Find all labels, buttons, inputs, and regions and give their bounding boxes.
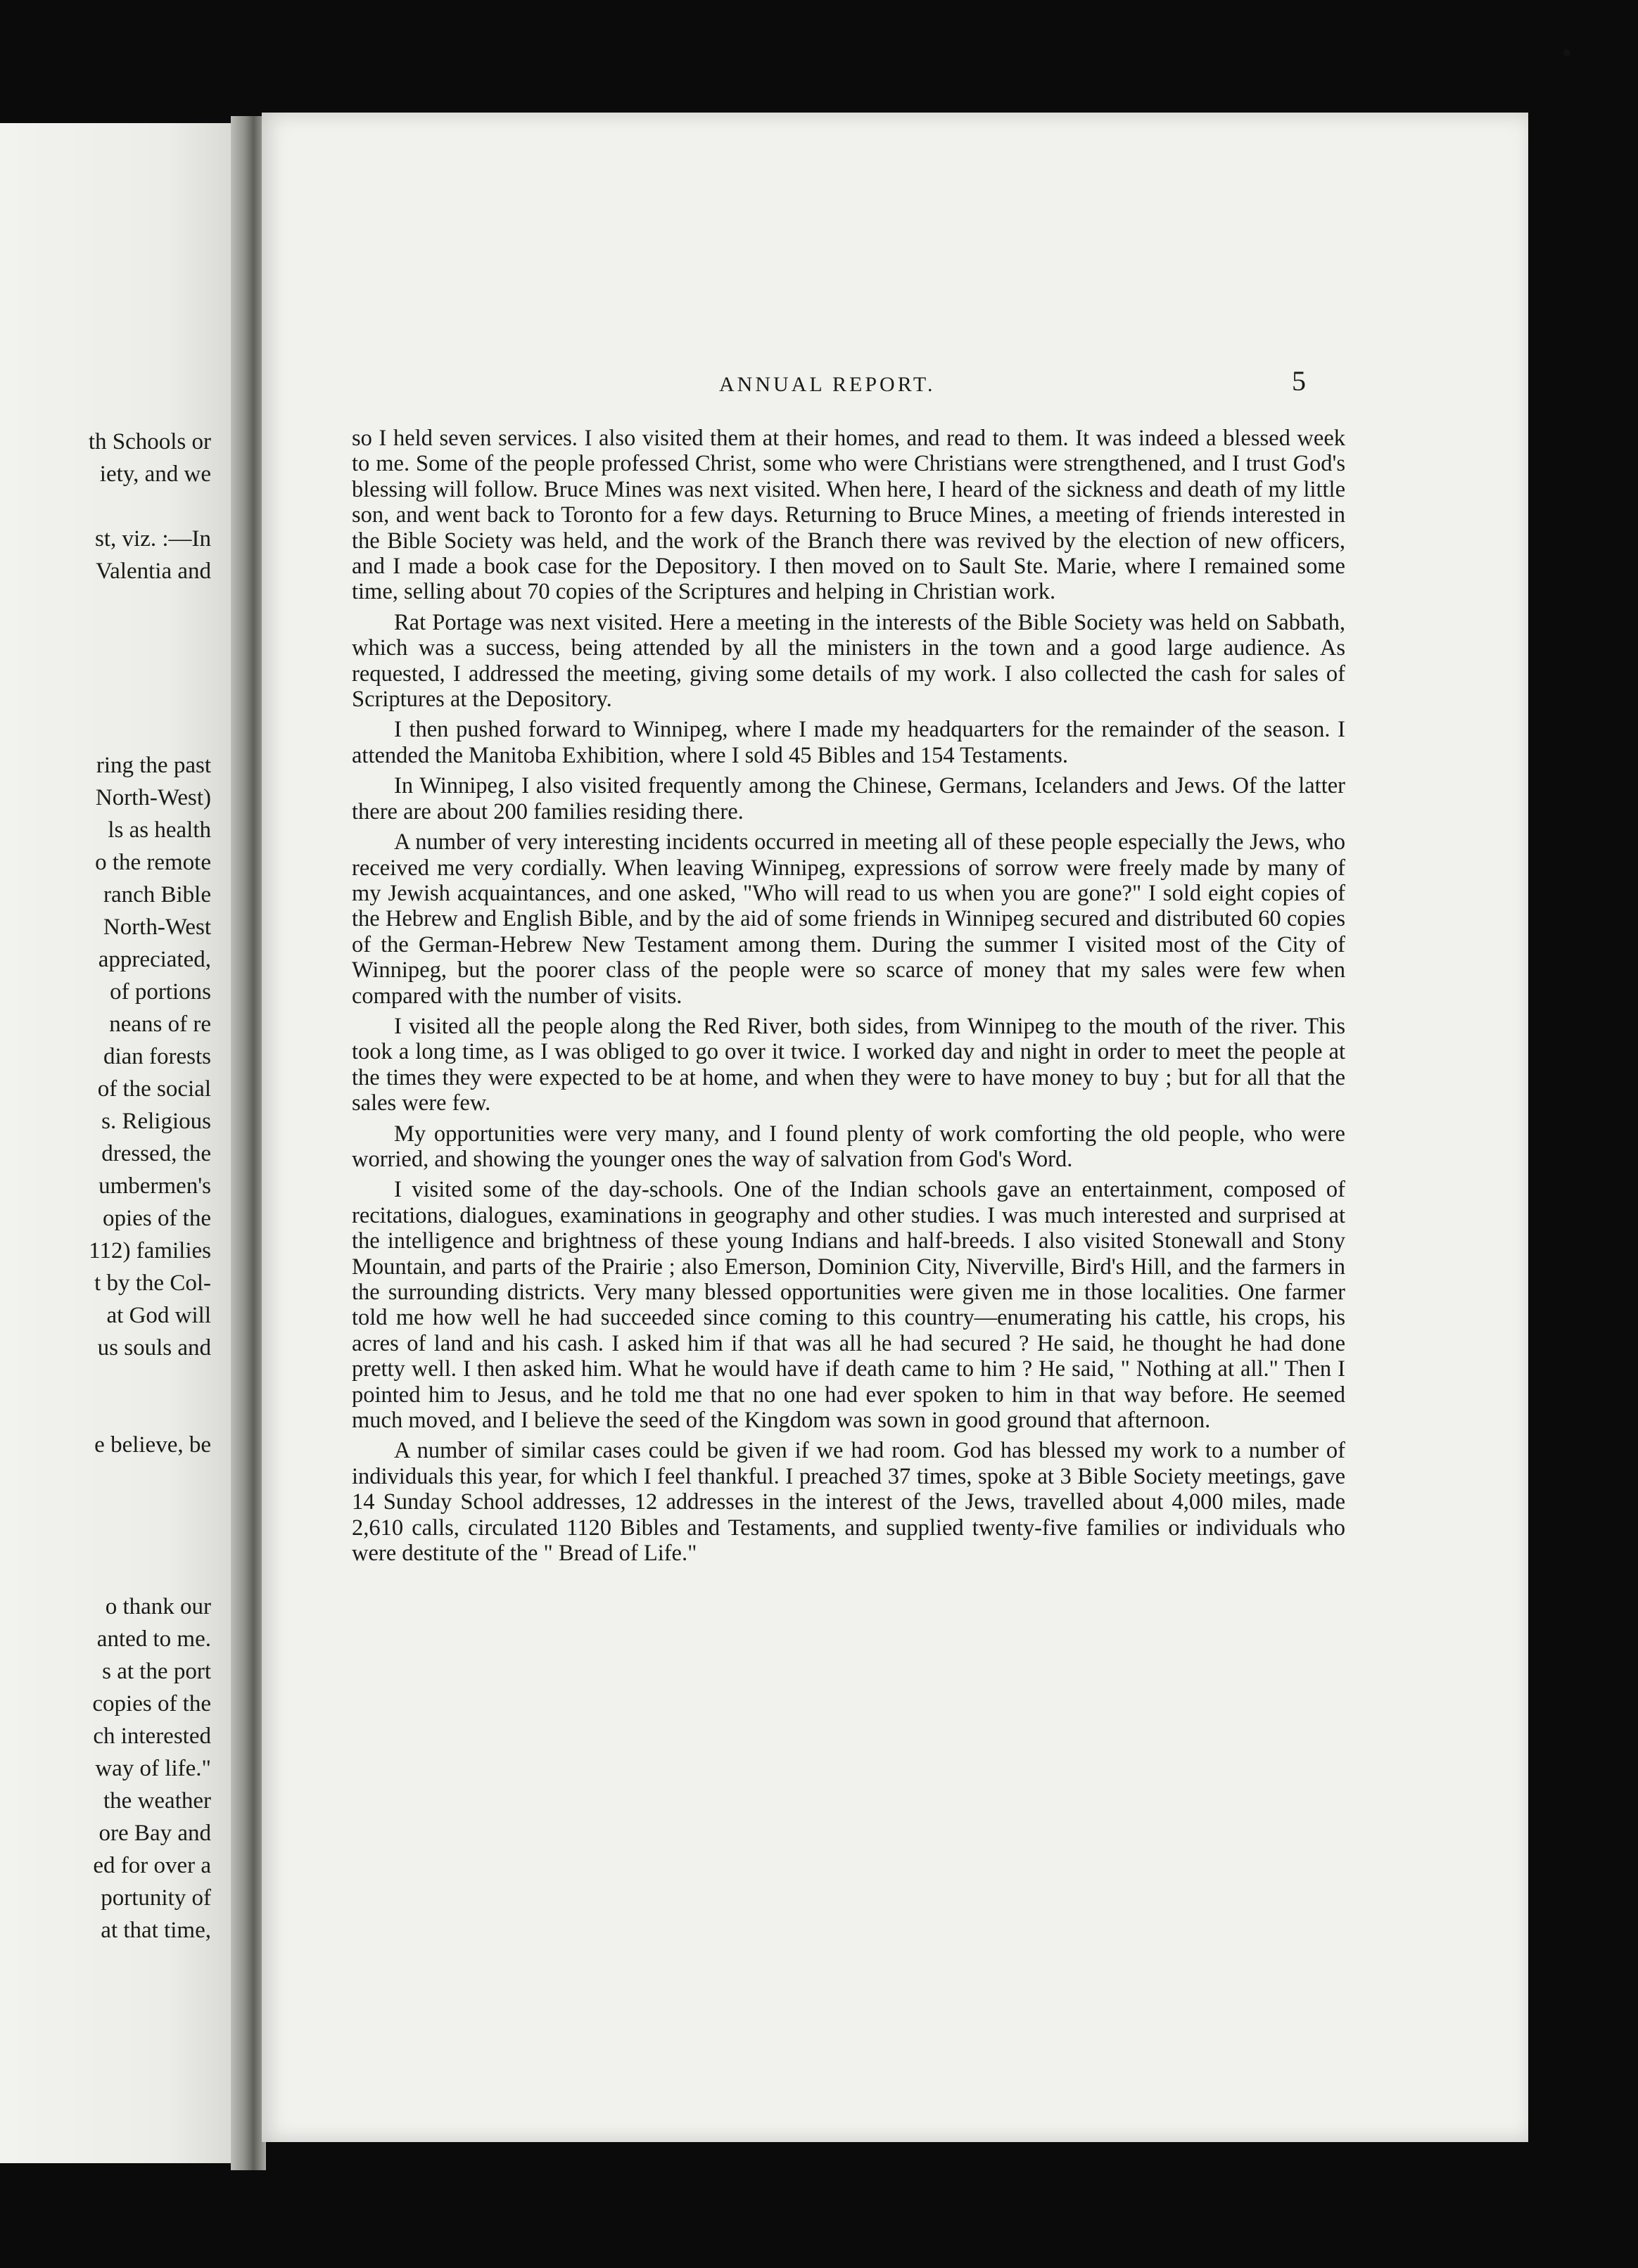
left-page-line: o thank our: [105, 1594, 211, 1619]
left-page-line: the weather: [103, 1788, 211, 1814]
paragraph: A number of similar cases could be given if we had room. God has blessed my work to a number of individuals this year, for which I feel thankful. I preached 37 times, spoke at 3 Bible Society meetings, gave 14 Sunday School addresses, 12 addresses in the interest of the Jews, travelled about 4,000 miles, made 2,610 calls, circulated 1120 Bibles and Testaments, and supplied twenty-five families or individuals who were destitute of the " Bread of Life.": [352, 1438, 1345, 1567]
left-page-line: 112) families: [89, 1238, 211, 1263]
left-page-line: dressed, the: [101, 1141, 211, 1166]
left-page-line: ore Bay and: [99, 1821, 211, 1846]
left-page-line: e believe, be: [94, 1432, 211, 1458]
left-page-line: umbermen's: [99, 1173, 211, 1199]
left-page-line: way of life.": [95, 1756, 211, 1781]
book-gutter: [231, 116, 266, 2170]
paragraph: I visited all the people along the Red River, both sides, from Winnipeg to the mouth of the river. This took a long time, as I was obliged to go over it twice. I worked day and night in order to meet the people at the times they were expected to be at home, and when they were to have money to buy ; but for all that the sales were few.: [352, 1013, 1345, 1116]
left-page-line: dian forests: [103, 1044, 211, 1069]
left-page-line: at God will: [106, 1303, 211, 1328]
paragraph: so I held seven services. I also visited them at their homes, and read to them. It was indeed a blessed week to me. Some of the people professed Christ, some who were Christians were strengthened, and I trust God's blessing will follow. Bruce Mines was next visited. When here, I heard of the sickness and death of my little son, and went back to Toronto for a few days. Returning to Bruce Mines, a meeting of friends interested in the Bible Society was held, and the work of the Branch there was revived by the election of new officers, and I made a book case for the Depository. I then moved on to Sault Ste. Marie, where I remained some time, selling about 70 copies of the Scriptures and helping in Christian work.: [352, 426, 1345, 605]
left-page-line: t by the Col-: [94, 1270, 211, 1296]
left-page-line: neans of re: [109, 1012, 211, 1037]
left-page-line: s at the port: [102, 1659, 211, 1684]
left-page-line: North-West): [95, 785, 211, 810]
left-page: [0, 123, 239, 2163]
page-number: 5: [1292, 365, 1306, 397]
running-head: ANNUAL REPORT.: [719, 373, 936, 396]
left-page-line: s. Religious: [101, 1109, 211, 1134]
left-page-line: iety, and we: [99, 461, 211, 487]
left-page-line: o the remote: [95, 850, 211, 875]
dust-speck: [1563, 49, 1570, 56]
left-page-line: th Schools or: [88, 429, 211, 454]
left-page-line: ranch Bible: [103, 882, 211, 907]
left-page-line: ed for over a: [93, 1853, 211, 1878]
left-page-line: Valentia and: [95, 559, 211, 584]
left-page-line: us souls and: [97, 1335, 211, 1361]
left-page-line: appreciated,: [98, 947, 211, 972]
paragraph: I visited some of the day-schools. One of the Indian schools gave an entertainment, composed of recitations, dialogues, examinations in geography and other studies. I was much interested and surprised at the intelligence and brightness of these young Indians and half-breeds. I also visited Stonewall and Stony Mountain, and parts of the Prairie ; also Emerson, Dominion City, Niverville, Bird's Hill, and the farmers in the surrounding districts. Very many blessed opportunities were given me in those localities. One farmer told me how well he had succeeded since coming to this country—enumerating his cattle, his crops, his acres of land and his cash. I asked him if that was all he had secured ? He said, he thought he had done pretty well. I then asked him. What he would have if death came to him ? He said, " Nothing at all." Then I pointed him to Jesus, and he told me that no one had ever spoken to him in that way before. He seemed much moved, and I believe the seed of the Kingdom was sown in good ground that afternoon.: [352, 1177, 1345, 1434]
body-text: [352, 426, 1345, 1571]
paragraph: A number of very interesting incidents occurred in meeting all of these people especially the Jews, who received me very cordially. When leaving Winnipeg, expressions of sorrow were freely made by many of my Jewish acquaintances, and one asked, "Who will read to us when you are gone?" I sold eight copies of the Hebrew and English Bible, and by the aid of some friends in Winnipeg secured and distributed 60 copies of the German-Hebrew New Testament among them. During the summer I visited most of the City of Winnipeg, but the poorer class of the people were so scarce of money that my sales were few when compared with the number of visits.: [352, 829, 1345, 1009]
left-page-line: st, viz. :—In: [95, 526, 211, 552]
left-page-line: at that time,: [101, 1918, 211, 1943]
paragraph: I then pushed forward to Winnipeg, where I made my headquarters for the remainder of the season. I attended the Manitoba Exhibition, where I sold 45 Bibles and 154 Testaments.: [352, 717, 1345, 768]
left-page-line: of portions: [110, 979, 211, 1005]
paragraph: Rat Portage was next visited. Here a meeting in the interests of the Bible Society was held on Sabbath, which was a success, being attended by all the ministers in the town and a good large audience. As requested, I addressed the meeting, giving some details of my work. I also collected the cash for sales of Scriptures at the Depository.: [352, 609, 1345, 713]
left-page-line: of the social: [97, 1076, 211, 1102]
paragraph: In Winnipeg, I also visited frequently among the Chinese, Germans, Icelanders and Jews. Of the latter there are about 200 families residing there.: [352, 773, 1345, 824]
paragraph: My opportunities were very many, and I found plenty of work comforting the old people, who were worried, and showing the younger ones the way of salvation from God's Word.: [352, 1121, 1345, 1172]
left-page-line: opies of the: [103, 1206, 211, 1231]
left-page-line: copies of the: [92, 1691, 211, 1716]
left-page-line: ring the past: [96, 753, 211, 778]
left-page-line: portunity of: [101, 1885, 211, 1911]
left-page-line: ch interested: [93, 1724, 211, 1749]
left-page-line: anted to me.: [96, 1626, 211, 1652]
left-page-line: ls as health: [108, 817, 211, 843]
left-page-line: North-West: [103, 915, 211, 940]
